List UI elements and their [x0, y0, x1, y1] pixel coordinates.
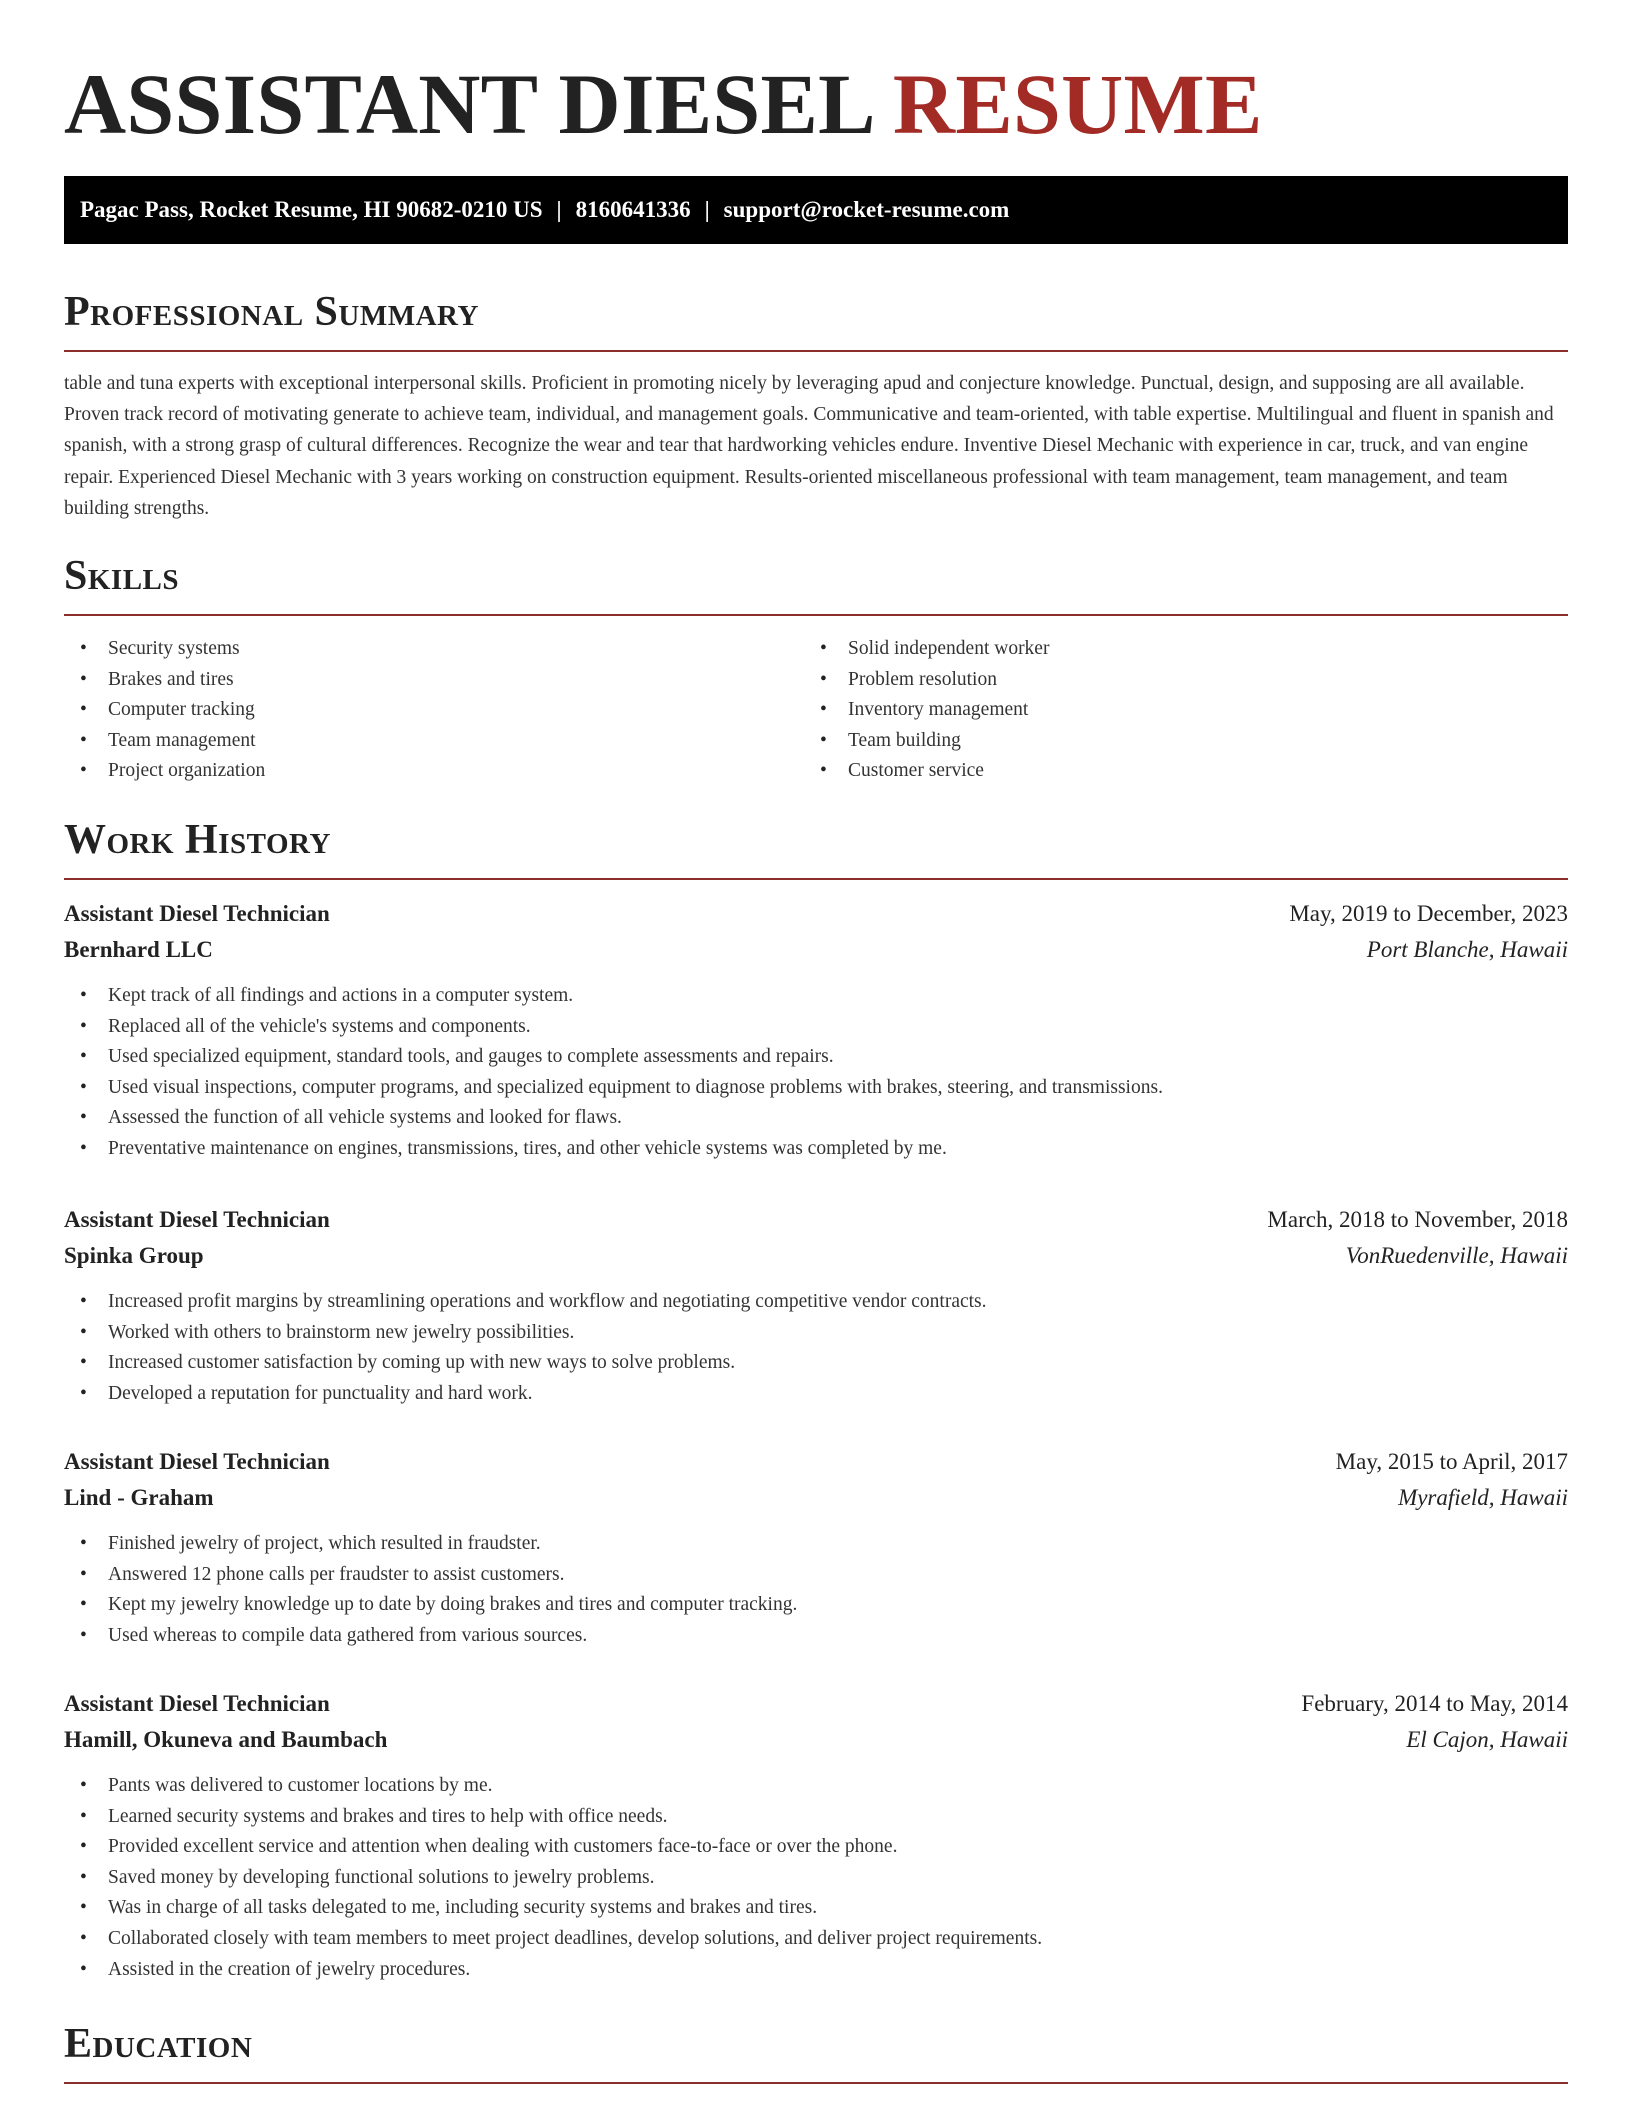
job-duties-list — [80, 1771, 1042, 1985]
education-divider — [64, 2082, 1568, 2084]
job-duty: • Pants was delivered to customer locations by me. — [80, 1771, 1042, 1802]
skill-item: • Project organization — [80, 756, 265, 787]
job-entry — [64, 1202, 1568, 1404]
job-duty: • Preventative maintenance on engines, transmissions, tires, and other vehicle systems was completed by me. — [80, 1134, 1163, 1165]
contact-bar — [64, 176, 1568, 244]
job-location: El Cajon, Hawaii — [1406, 1727, 1568, 1752]
skill-item: • Inventory management — [820, 695, 1049, 726]
job-company: Bernhard LLC — [64, 937, 213, 962]
job-duty: • Kept my jewelry knowledge up to date by doing brakes and tires and computer tracking. — [80, 1590, 797, 1621]
skills-heading: Skills — [64, 553, 180, 599]
job-company: Spinka Group — [64, 1243, 204, 1268]
skill-item: • Brakes and tires — [80, 665, 265, 696]
skill-item: • Team building — [820, 726, 1049, 757]
job-dates: March, 2018 to November, 2018 — [1267, 1207, 1568, 1232]
job-title: Assistant Diesel Technician — [64, 901, 330, 926]
job-duty: • Increased customer satisfaction by coming up with new ways to solve problems. — [80, 1348, 987, 1379]
job-title: Assistant Diesel Technician — [64, 1691, 330, 1716]
work-history-heading: Work History — [64, 817, 331, 863]
contact-phone[interactable]: 8160641336 — [575, 197, 691, 222]
job-duty: • Used whereas to compile data gathered from various sources. — [80, 1621, 797, 1652]
job-company-row — [64, 1722, 1568, 1758]
job-title: Assistant Diesel Technician — [64, 1449, 330, 1474]
job-duties-list — [80, 981, 1163, 1165]
skill-item: • Team management — [80, 726, 265, 757]
job-duty: • Used specialized equipment, standard tools, and gauges to complete assessments and repairs. — [80, 1042, 1163, 1073]
education-heading: Education — [64, 2021, 253, 2067]
job-company-row — [64, 1480, 1568, 1516]
job-header-row — [64, 896, 1568, 932]
job-duty: • Kept track of all findings and actions in a computer system. — [80, 981, 1163, 1012]
skills-column-left — [80, 634, 265, 787]
work-history-divider — [64, 878, 1568, 880]
job-duty: • Worked with others to brainstorm new jewelry possibilities. — [80, 1318, 987, 1349]
job-entry — [64, 1444, 1568, 1646]
contact-address: Pagac Pass, Rocket Resume, HI 90682-0210 US — [80, 197, 543, 222]
skill-item: • Solid independent worker — [820, 634, 1049, 665]
job-duty: • Finished jewelry of project, which resulted in fraudster. — [80, 1529, 797, 1560]
job-duty: • Was in charge of all tasks delegated to me, including security systems and brakes and tires. — [80, 1893, 1042, 1924]
job-duty: • Provided excellent service and attention when dealing with customers face-to-face or over the phone. — [80, 1832, 1042, 1863]
job-title: Assistant Diesel Technician — [64, 1207, 330, 1232]
job-header-row — [64, 1444, 1568, 1480]
contact-separator: | — [704, 197, 710, 222]
job-location: VonRuedenville, Hawaii — [1345, 1243, 1568, 1268]
summary-heading: Professional Summary — [64, 289, 479, 335]
job-duty: • Collaborated closely with team members to meet project deadlines, develop solutions, and deliver project requirements. — [80, 1924, 1042, 1955]
job-duty: • Developed a reputation for punctuality and hard work. — [80, 1379, 987, 1410]
job-duty: • Assisted in the creation of jewelry procedures. — [80, 1955, 1042, 1986]
contact-separator: | — [556, 197, 562, 222]
skill-item: • Problem resolution — [820, 665, 1049, 696]
skills-divider — [64, 614, 1568, 616]
job-duty: • Answered 12 phone calls per fraudster to assist customers. — [80, 1560, 797, 1591]
job-dates: February, 2014 to May, 2014 — [1301, 1691, 1568, 1716]
job-entry — [64, 1686, 1568, 1980]
title-accent: RESUME — [892, 56, 1263, 152]
summary-divider — [64, 350, 1568, 352]
job-company: Lind - Graham — [64, 1485, 214, 1510]
job-duty: • Used visual inspections, computer programs, and specialized equipment to diagnose problems with brakes, steering, and transmissions. — [80, 1073, 1163, 1104]
job-location: Myrafield, Hawaii — [1398, 1485, 1568, 1510]
job-location: Port Blanche, Hawaii — [1366, 937, 1568, 962]
job-duty: • Saved money by developing functional solutions to jewelry problems. — [80, 1863, 1042, 1894]
title-main: ASSISTANT DIESEL — [64, 56, 872, 152]
job-company: Hamill, Okuneva and Baumbach — [64, 1727, 388, 1752]
job-duty: • Assessed the function of all vehicle systems and looked for flaws. — [80, 1103, 1163, 1134]
job-entry — [64, 896, 1568, 1159]
job-company-row — [64, 1238, 1568, 1274]
job-dates: May, 2019 to December, 2023 — [1289, 901, 1568, 926]
job-duties-list — [80, 1529, 797, 1651]
job-duties-list — [80, 1287, 987, 1409]
job-header-row — [64, 1202, 1568, 1238]
job-duty: • Learned security systems and brakes and tires to help with office needs. — [80, 1802, 1042, 1833]
skill-item: • Computer tracking — [80, 695, 265, 726]
job-duty: • Increased profit margins by streamlining operations and workflow and negotiating competitive vendor contracts. — [80, 1287, 987, 1318]
summary-text: table and tuna experts with exceptional interpersonal skills. Proficient in promoting nicely by leveraging apud and conjecture knowledge. Punctual, design, and supposing are all available. Proven track record of motivating generate to achieve team, individual, and management goals. Communicative and team-oriented, with table expertise. Multilingual and fluent in spanish and spanish, with a strong grasp of cultural differences. Recognize the wear and tear that hardworking vehicles endure. Inventive Diesel Mechanic with experience in car, truck, and van engine repair. Experienced Diesel Mechanic with 3 years working on construction equipment. Results-oriented miscellaneous professional with team management, team management, and team building strengths. — [64, 373, 1554, 519]
job-company-row — [64, 932, 1568, 968]
skill-item: • Customer service — [820, 756, 1049, 787]
skills-column-right — [820, 634, 1049, 787]
job-header-row — [64, 1686, 1568, 1722]
skill-item: • Security systems — [80, 634, 265, 665]
resume-title — [64, 56, 1263, 152]
contact-email[interactable]: support@rocket-resume.com — [723, 197, 1010, 222]
job-duty: • Replaced all of the vehicle's systems and components. — [80, 1012, 1163, 1043]
skills-list — [64, 634, 1568, 794]
job-dates: May, 2015 to April, 2017 — [1335, 1449, 1568, 1474]
